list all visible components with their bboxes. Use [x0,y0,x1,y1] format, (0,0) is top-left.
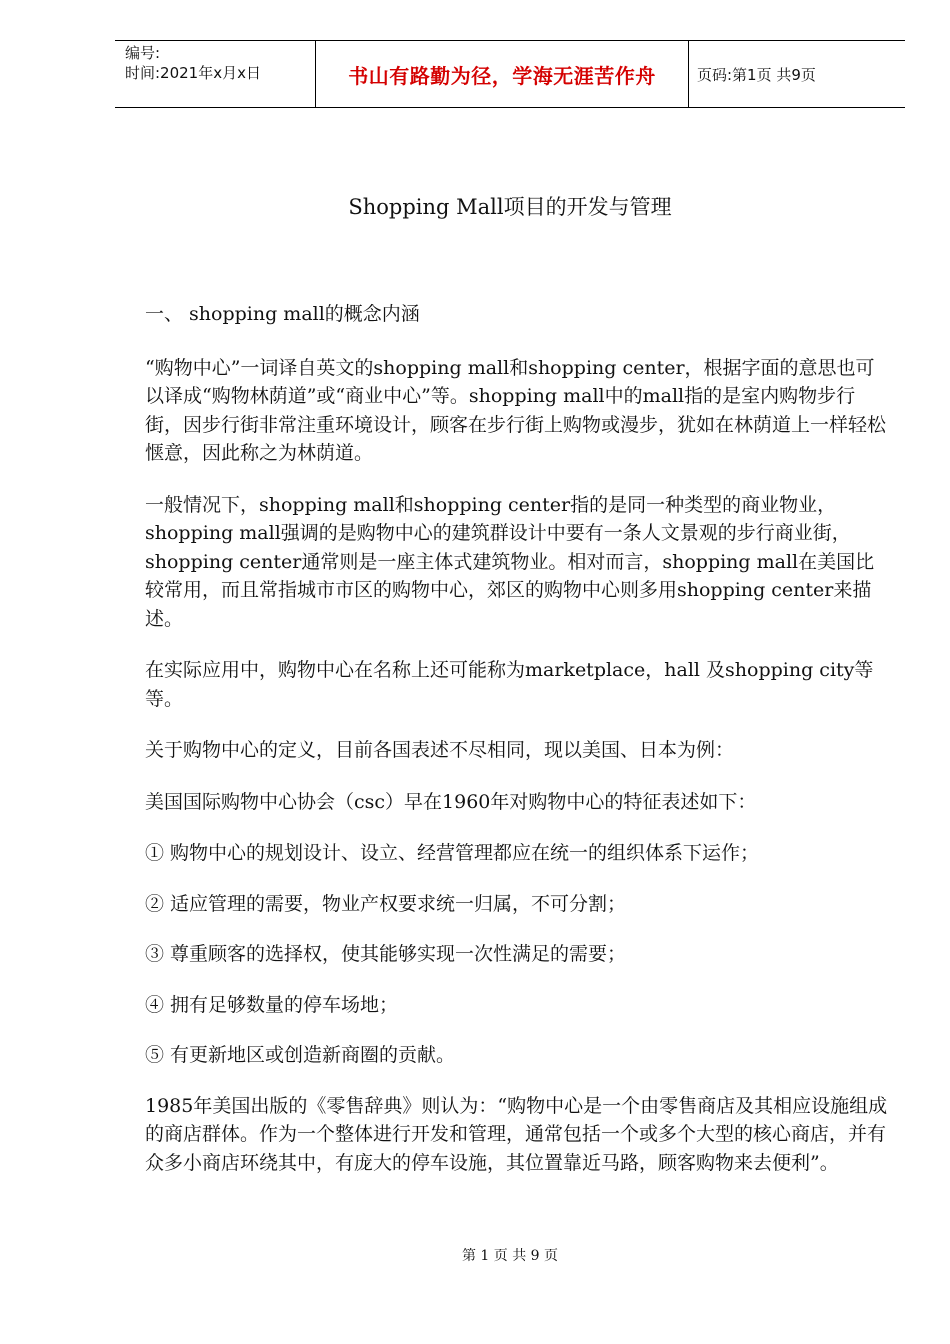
list-item: ② 适应管理的需要，物业产权要求统一归属，不可分割； [145,892,627,915]
document-body [145,300,890,1200]
body-paragraph: 1985年美国出版的《零售辞典》则认为：“购物中心是一个由零售商店及其相应设施组成的商店群体。作为一个整体进行开发和管理，通常包括一个或多个大型的核心商店，并有众多小商店环绕其中，有庞大的停车设施，其位置靠近马路，顾客购物来去便利”。 [145,1094,888,1174]
list-item: ⑤ 有更新地区或创造新商圈的贡献。 [145,1044,456,1066]
body-paragraph: 关于购物中心的定义，目前各国表述不尽相同，现以美国、日本为例： [145,739,735,761]
page-header [115,40,905,108]
section-heading: 一、 shopping mall的概念内涵 [145,303,420,325]
page-footer: 第 1 页 共 9 页 [461,1248,559,1264]
body-paragraph: 美国国际购物中心协会（csc）早在1960年对购物中心的特征表述如下： [145,790,757,813]
header-page-info: 页码:第1页 共9页 [697,65,816,84]
document-time-label: 时间:2021年x月x日 [125,64,261,82]
list-item: ③ 尊重顾客的选择权，使其能够实现一次性满足的需要； [145,943,627,965]
header-motto: 书山有路勤为径，学海无涯苦作舟 [316,41,689,107]
list-item: ④ 拥有足够数量的停车场地； [145,993,399,1016]
document-number-label: 编号: [125,44,161,62]
header-meta [115,41,316,107]
body-paragraph: 一般情况下，shopping mall和shopping center指的是同一种类型的商业物业，shopping mall强调的是购物中心的建筑群设计中要有一条人文景观的步行商业街，shopping center通常则是一座主体式建筑物业。相对而言，shopping mall在美国比较常用，而且常指城市市区的购物中心，郊区的购物中心则多用shopping center来描述。 [145,493,875,630]
list-item: ① 购物中心的规划设计、设立、经营管理都应在统一的组织体系下运作； [145,842,760,864]
body-paragraph: 在实际应用中，购物中心在名称上还可能称为marketplace，hall 及shopping city等等。 [145,659,874,710]
body-paragraph: “购物中心”一词译自英文的shopping mall和shopping center，根据字面的意思也可以译成“购物林荫道”或“商业中心”等。shopping mall中的mall指的是室内购物步行街，因步行街非常注重环境设计，顾客在步行街上购物或漫步，犹如在林荫道上一样轻松惬意，因此称之为林荫道。 [145,356,887,464]
document-title: Shopping Mall项目的开发与管理 [348,195,672,219]
